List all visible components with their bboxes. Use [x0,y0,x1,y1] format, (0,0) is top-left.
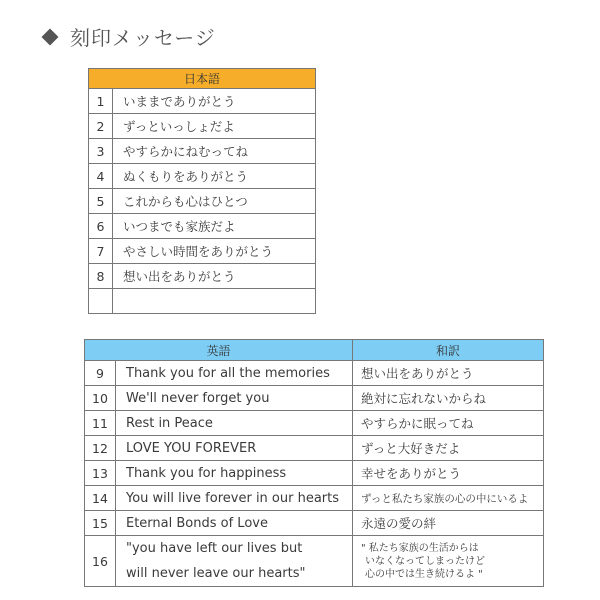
english-text: Thank you for happiness [116,461,353,486]
table-row [85,436,544,461]
translation-line: いなくなってしまったけど [365,555,485,567]
message-text: いままでありがとう [113,89,316,114]
english-header: 英語 [85,340,353,361]
english-message-table [84,339,544,587]
translation-text [353,536,544,587]
translation-text: 幸せをありがとう [353,461,544,486]
english-text: Eternal Bonds of Love [116,511,353,536]
row-number: 10 [85,386,116,411]
row-number: 7 [89,239,113,264]
translation-header: 和訳 [353,340,544,361]
message-text [113,289,316,314]
row-number: 3 [89,139,113,164]
row-number: 16 [85,536,116,587]
table-row [85,461,544,486]
message-text: 想い出をありがとう [113,264,316,289]
table-row [89,114,316,139]
table-row [89,239,316,264]
table-row [89,139,316,164]
message-text: やさしい時間をありがとう [113,239,316,264]
message-text: ずっといっしょだよ [113,114,316,139]
message-text: やすらかにねむってね [113,139,316,164]
row-number: 8 [89,264,113,289]
table-row [85,386,544,411]
row-number: 12 [85,436,116,461]
row-number: 4 [89,164,113,189]
japanese-header: 日本語 [89,69,316,89]
english-line: will never leave our hearts" [126,566,306,581]
row-number: 13 [85,461,116,486]
table-row [89,164,316,189]
table-row [85,486,544,511]
message-text: これからも心はひとつ [113,189,316,214]
table-row [89,214,316,239]
translation-text: ずっと大好きだよ [353,436,544,461]
english-line: "you have left our lives but [126,541,303,556]
page-title [40,22,216,51]
row-number [89,289,113,314]
english-text: Thank you for all the memories [116,361,353,386]
translation-text: 永遠の愛の絆 [353,511,544,536]
row-number: 14 [85,486,116,511]
table-row-empty [89,289,316,314]
row-number: 11 [85,411,116,436]
message-text: いつまでも家族だよ [113,214,316,239]
translation-text: やすらかに眠ってね [353,411,544,436]
message-text: ぬくもりをありがとう [113,164,316,189]
row-number: 9 [85,361,116,386]
table-row [89,264,316,289]
english-text: You will live forever in our hearts [116,486,353,511]
table-row [89,89,316,114]
row-number: 5 [89,189,113,214]
table-row [85,411,544,436]
table-row [85,361,544,386]
title-text: 刻印メッセージ [70,26,216,50]
translation-text: ずっと私たち家族の心の中にいるよ [353,486,544,511]
translation-text: 想い出をありがとう [353,361,544,386]
english-text: LOVE YOU FOREVER [116,436,353,461]
table-row [89,189,316,214]
row-number: 6 [89,214,113,239]
row-number: 2 [89,114,113,139]
translation-text: 絶対に忘れないからね [353,386,544,411]
japanese-message-table [88,68,316,314]
translation-line: 心の中では生き続けるよ " [365,568,483,580]
row-number: 1 [89,89,113,114]
english-text: We'll never forget you [116,386,353,411]
diamond-icon [42,28,59,45]
row-number: 15 [85,511,116,536]
table-row [85,536,544,587]
table-row [85,511,544,536]
translation-line: " 私たち家族の生活からは [361,542,479,554]
english-text: Rest in Peace [116,411,353,436]
english-text [116,536,353,587]
